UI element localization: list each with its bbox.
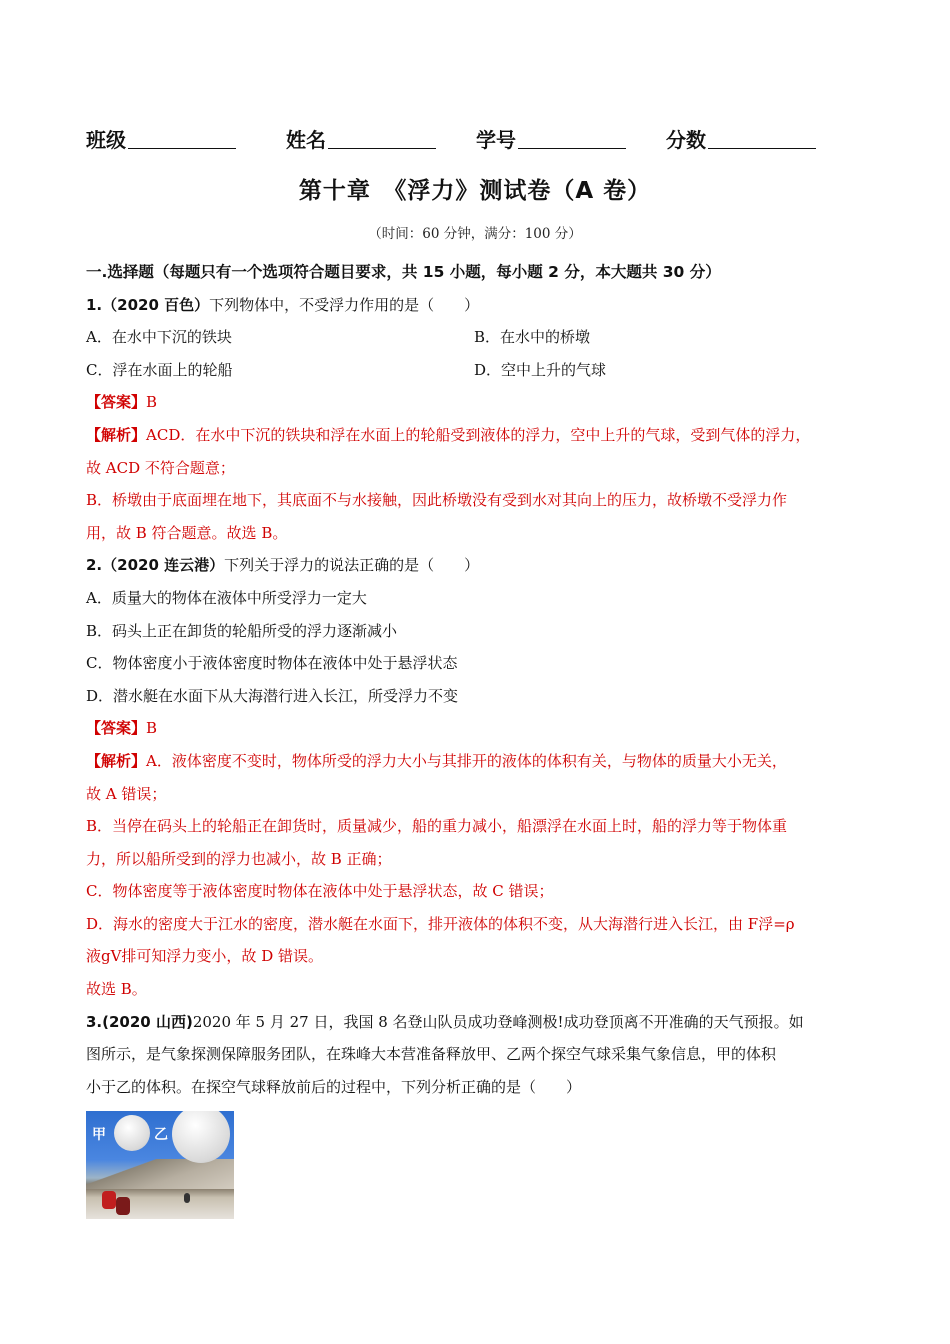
person-figure: [184, 1193, 190, 1203]
question-1-option-d[interactable]: D．空中上升的气球: [474, 360, 607, 379]
question-1-option-b[interactable]: B．在水中的桥墩: [474, 328, 591, 347]
question-1-option-a[interactable]: A．在水中下沉的铁块: [86, 328, 232, 347]
balloon-jia: [114, 1115, 150, 1151]
question-2-option-d[interactable]: D．潜水艇在水面下从大海潜行进入长江，所受浮力不变: [86, 686, 459, 705]
question-1-option-c[interactable]: C．浮在水面上的轮船: [86, 360, 233, 379]
question-2-analysis-line: 液gV排可知浮力变小，故 D 错误。: [86, 947, 323, 966]
score-field[interactable]: 分数: [666, 124, 816, 153]
exam-time-info: （时间：60 分钟，满分：100 分）: [368, 226, 582, 242]
question-1-analysis-line: 故 ACD 不符合题意；: [86, 458, 235, 477]
student-info-row: [86, 124, 866, 156]
question-2-analysis-line: B．当停在码头上的轮船正在卸货时，质量减少，船的重力减小，船漂浮在水面上时，船的浮力等于物体重: [86, 817, 788, 836]
question-2-analysis-line: 故选 B。: [86, 980, 147, 999]
mountain-shape: [86, 1159, 234, 1189]
section-heading: 一.选择题（每题只有一个选项符合题目要求，共 15 小题，每小题 2 分，本大题共 30 分）: [86, 263, 721, 281]
question-3-stem: 3.(2020 山西)2020 年 5 月 27 日，我国 8 名登山队员成功登峰测极!成功登顶离不开准确的天气预报。如: [86, 1012, 804, 1031]
question-2-option-a[interactable]: A．质量大的物体在液体中所受浮力一定大: [86, 588, 367, 607]
question-3-stem-line: 图所示，是气象探测保障服务团队，在珠峰大本营准备释放甲、乙两个探空气球采集气象信息，甲的体积: [86, 1045, 777, 1064]
student-number-field[interactable]: 学号: [476, 124, 626, 153]
question-2-stem: 2.（2020 连云港）下列关于浮力的说法正确的是（ ）: [86, 556, 480, 575]
balloon-yi: [172, 1111, 230, 1163]
question-content: [86, 256, 872, 1219]
question-1-options-row-2: [86, 354, 872, 387]
question-2-analysis-line: 力，所以船所受到的浮力也减小，故 B 正确；: [86, 849, 392, 868]
page-title: 第十章 《浮力》测试卷（A 卷）: [298, 178, 652, 204]
person-figure: [102, 1191, 116, 1209]
question-2-analysis-line: 故 A 错误；: [86, 784, 167, 803]
question-1-options-row-1: [86, 321, 872, 354]
question-2-analysis-line: D．海水的密度大于江水的密度，潜水艇在水面下，排开液体的体积不变，从大海潜行进入长江，由 F浮=ρ: [86, 914, 795, 933]
photo-label-jia: 甲: [92, 1127, 106, 1144]
photo-label-yi: 乙: [154, 1127, 168, 1144]
question-2-analysis-line: C．物体密度等于液体密度时物体在液体中处于悬浮状态，故 C 错误；: [86, 882, 554, 901]
weather-balloon-photo: [86, 1111, 234, 1219]
question-1-analysis-line: 【解析】ACD．在水中下沉的铁块和浮在水面上的轮船受到液体的浮力，空中上升的气球，受到气体的浮力，: [86, 425, 811, 444]
person-figure: [116, 1197, 130, 1215]
question-1-stem: 1.（2020 百色）下列物体中，不受浮力作用的是（ ）: [86, 295, 480, 314]
question-1-analysis-line: B．桥墩由于底面埋在地下，其底面不与水接触，因此桥墩没有受到水对其向上的压力，故桥墩不受浮力作: [86, 491, 788, 510]
question-1-analysis-line: 用，故 B 符合题意。故选 B。: [86, 523, 288, 542]
question-2-analysis-line: 【解析】A．液体密度不变时，物体所受的浮力大小与其排开的液体的体积有关，与物体的质量大小无关，: [86, 751, 787, 770]
class-field[interactable]: 班级: [86, 124, 236, 153]
question-2-option-b[interactable]: B．码头上正在卸货的轮船所受的浮力逐渐减小: [86, 621, 398, 640]
question-2-option-c[interactable]: C．物体密度小于液体密度时物体在液体中处于悬浮状态: [86, 654, 458, 673]
question-3-stem-line: 小于乙的体积。在探空气球释放前后的过程中，下列分析正确的是（ ）: [86, 1077, 582, 1096]
question-2-answer: 【答案】B: [86, 719, 158, 738]
name-field[interactable]: 姓名: [286, 124, 436, 153]
question-1-answer: 【答案】B: [86, 393, 158, 412]
